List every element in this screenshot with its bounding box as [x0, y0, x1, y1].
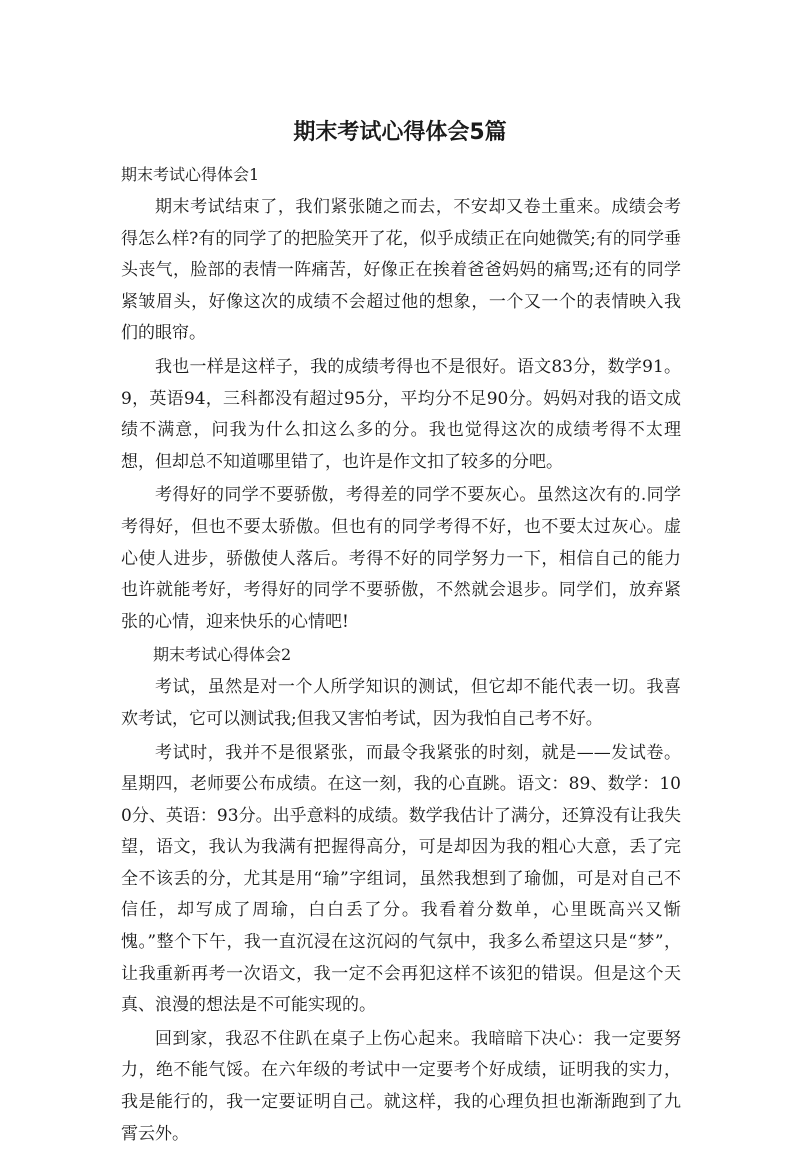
section-heading: 期末考试心得体会2 [153, 645, 292, 665]
section-1 [121, 160, 681, 638]
paragraph: 我也一样是这样子，我的成绩考得也不是很好。语文83分，数学91。9，英语94，三科都没有超过95分，平均分不足90分。妈妈对我的语文成绩不满意，问我为什么扣这么多的分。我也觉得这次的成绩考得不太理想，但却总不知道哪里错了，也许是作文扣了较多的分吧。 [121, 356, 681, 472]
document-body [121, 160, 681, 1152]
paragraph: 考试，虽然是对一个人所学知识的测试，但它却不能代表一切。我喜欢考试，它可以测试我;但我又害怕考试，因为我怕自己考不好。 [121, 677, 681, 729]
paragraph: 回到家，我忍不住趴在桌子上伤心起来。我暗暗下决心：我一定要努力，绝不能气馁。在六年级的考试中一定要考个好成绩，证明我的实力，我是能行的，我一定要证明自己。就这样，我的心理负担也渐渐跑到了九霄云外。 [121, 1028, 681, 1144]
document-title: 期末考试心得体会5篇 [293, 120, 507, 145]
section-2 [121, 640, 681, 1150]
paragraph: 考得好的同学不要骄傲，考得差的同学不要灰心。虽然这次有的.同学考得好，但也不要太骄傲。但也有的同学考得不好，也不要太过灰心。虚心使人进步，骄傲使人落后。考得不好的同学努力一下，相信自己的能力也许就能考好，考得好的同学不要骄傲，不然就会退步。同学们，放弃紧张的心情，迎来快乐的心情吧! [121, 485, 681, 632]
paragraph: 期末考试结束了，我们紧张随之而去，不安却又卷土重来。成绩会考得怎么样?有的同学了的把脸笑开了花，似乎成绩正在向她微笑;有的同学垂头丧气，脸部的表情一阵痛苦，好像正在挨着爸爸妈妈的痛骂;还有的同学紧皱眉头，好像这次的成绩不会超过他的想象，一个又一个的表情映入我们的眼帘。 [121, 197, 681, 344]
section-heading: 期末考试心得体会1 [121, 165, 260, 184]
paragraph: 考试时，我并不是很紧张，而最令我紧张的时刻，就是——发试卷。星期四，老师要公布成绩。在这一刻，我的心直跳。语文：89、数学：100分、英语：93分。出乎意料的成绩。数学我估计了满分，还算没有让我失望，语文，我认为我满有把握得高分，可是却因为我的粗心大意，丢了完全不该丢的分，尤其是用“瑜”字组词，虽然我想到了瑜伽，可是对自己不信任，却写成了周瑜，白白丢了分。我看着分数单，心里既高兴又惭愧。”整个下午，我一直沉浸在这沉闷的气氛中，我多么希望这只是“梦”，让我重新再考一次语文，我一定不会再犯这样不该犯的错误。但是这个天真、浪漫的想法是不可能实现的。 [121, 742, 681, 1016]
